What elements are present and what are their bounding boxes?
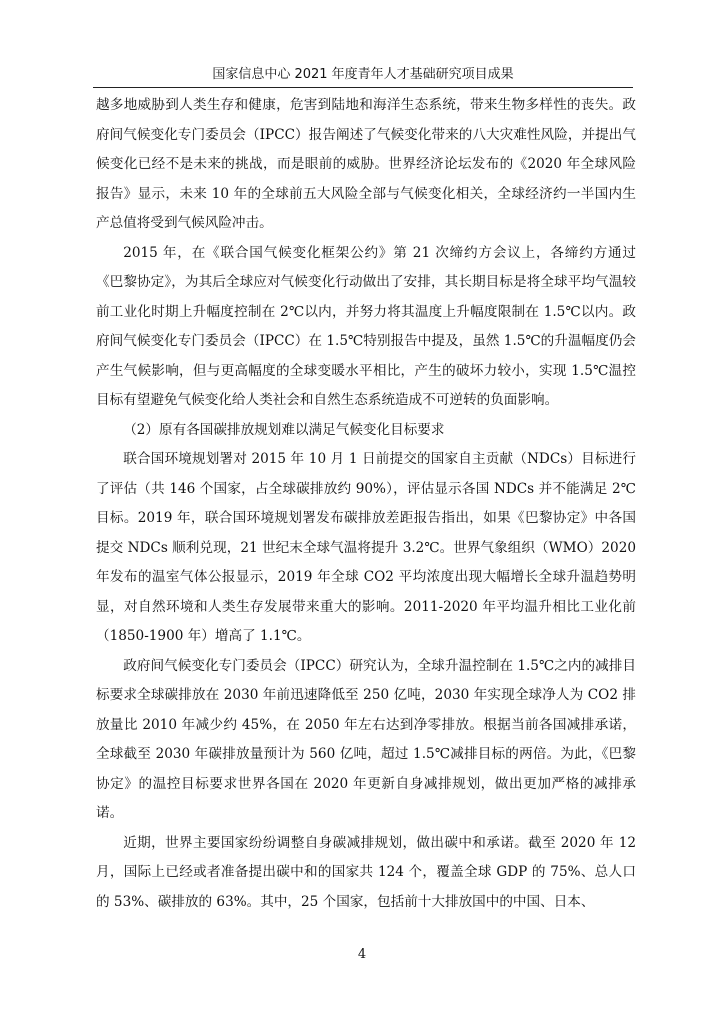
paragraph-carbon-neutral: 近期，世界主要国家纷纷调整自身碳减排规划，做出碳中和承诺。截至 2020 年 12 月，国际上已经或者准备提出碳中和的国家共 124 个，覆盖全球 GDP 的 75%、总人口的 53%、碳排放的 63%。其中，25 个国家，包括前十大排放国中的中国、日本、 [96, 834, 636, 910]
paragraph-continuation: 越多地威胁到人类生存和健康，危害到陆地和海洋生态系统，带来生物多样性的丧失。政府间气候变化专门委员会（IPCC）报告阐述了气候变化带来的八大灾难性风险，并提出气候变化已经不是未来的挑战，而是眼前的威胁。世界经济论坛发布的《2020 年全球风险报告》显示，未来 10 年的全球前五大风险全部与气候变化相关，全球经济约一半国内生产总值将受到气候风险冲击。 [96, 97, 636, 231]
section-heading: （2）原有各国碳排放规划难以满足气候变化目标要求 [123, 421, 445, 438]
document-body [96, 91, 636, 917]
paragraph-ipcc-targets: 政府间气候变化专门委员会（IPCC）研究认为，全球升温控制在 1.5℃之内的减排目标要求全球碳排放在 2030 年前迅速降低至 250 亿吨，2030 年实现全球净人为 CO2 排放量比 2010 年减少约 45%，在 2050 年左右达到净零排放。根据当前各国减排承诺，全球截至 2030 年碳排放量预计为 560 亿吨，超过 1.5℃减排目标的两倍。为此，《巴黎协定》的温控目标要求世界各国在 2020 年更新自身减排规划，做出更加严格的减排承诺。 [96, 657, 636, 821]
page-header: 国家信息中心 2021 年度青年人才基础研究项目成果 [212, 67, 514, 82]
page-number: 4 [357, 947, 367, 962]
paragraph-ndc-assessment: 联合国环境规划署对 2015 年 10 月 1 日前提交的国家自主贡献（NDCs）目标进行了评估（共 146 个国家，占全球碳排放约 90%），评估显示各国 NDCs 并不能满足 2℃目标。2019 年，联合国环境规划署发布碳排放差距报告指出，如果《巴黎协定》中各国提交 NDCs 顺利兑现，21 世纪末全球气温将提升 3.2℃。世界气象组织（WMO）2020 年发布的温室气体公报显示，2019 年全球 CO2 平均浓度出现大幅增长全球升温趋势明显，对自然环境和人类生存发展带来重大的影响。2011-2020 年平均温升相比工业化前（1850-1900 年）增高了 1.1℃。 [96, 451, 637, 644]
header-rule [93, 87, 633, 88]
paragraph-paris-agreement: 2015 年，在《联合国气候变化框架公约》第 21 次缔约方会议上，各缔约方通过《巴黎协定》，为其后全球应对气候变化行动做出了安排，其长期目标是将全球平均气温较前工业化时期上升幅度控制在 2℃以内，并努力将其温度上升幅度限制在 1.5℃以内。政府间气候变化专门委员会（IPCC）在 1.5℃特别报告中提及，虽然 1.5℃的升温幅度仍会产生气候影响，但与更高幅度的全球变暖水平相比，产生的破坏力较小，实现 1.5℃温控目标有望避免气候变化给人类社会和自然生态系统造成不可逆转的负面影响。 [96, 244, 636, 408]
